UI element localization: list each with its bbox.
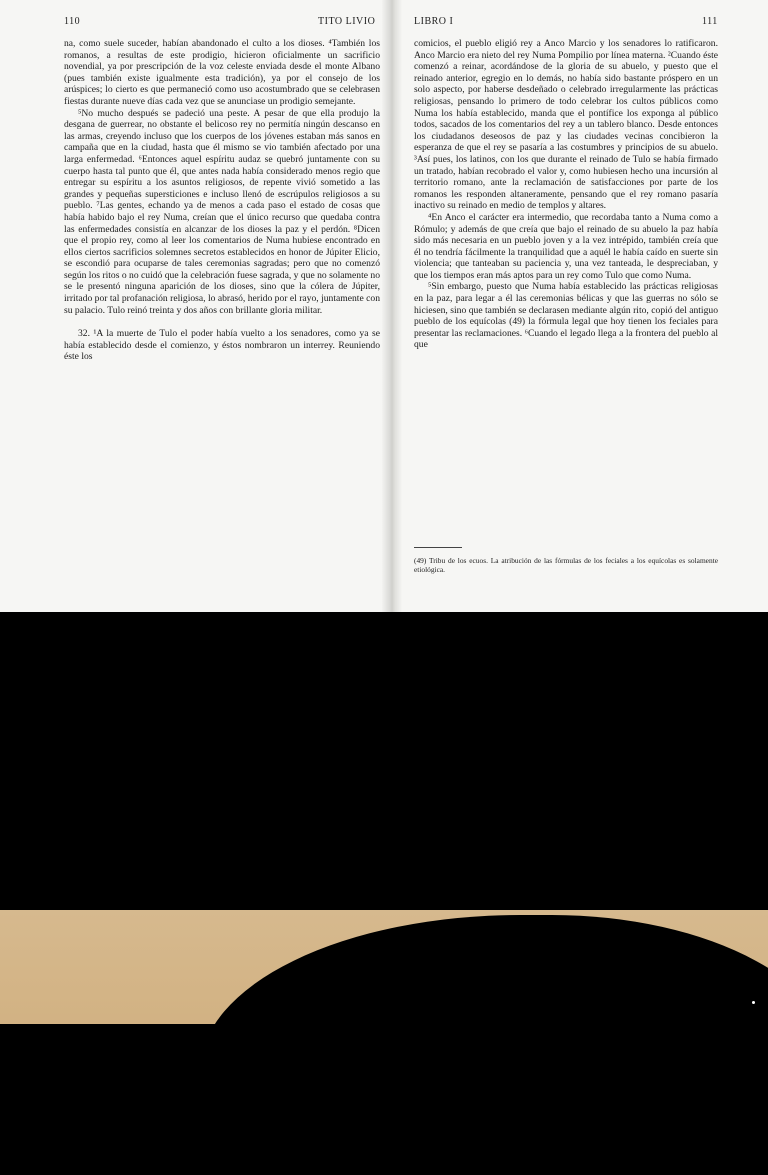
paragraph: comicios, el pueblo eligió rey a Anco Marcio y los senadores lo ratificaron. Anco Marcio era nieto del rey Numa Pompilio por línea materna. ²Cuando éste comenzó a reinar, acordándose de la gloria de su abuelo, y puesto que el reinado anterior, egregio en lo demás, no había sido bastante próspero en un solo aspecto, por haberse desdeñado o celebrado irregularmente las prácticas religiosas, pensando lo primero de todo celebrar los cultos públicos como Numa los había establecido, manda que el pontífice los exponga al público todos, sacados de los comentarios del rey a un tablero blanco. Desde entonces los ciudadanos deseosos de paz y las ciudades vecinas concibieron la esperanza de que el rey se pasaría a las costumbres y principios de su abuelo. ³Así pues, los latinos, con los que durante el reinado de Tulo se había firmado un tratado, habían recobrado el valor y, como hubiesen hecho una incursión al territorio romano, ante la reclamación de satisfacciones por parte de los romanos les responden altaneramente, pensando que el rey romano pasaría inactivo su reinado en medio de templos y altares. xyxy=(414,38,718,212)
right-page-text xyxy=(414,38,718,351)
page-number-right: 111 xyxy=(702,16,718,27)
paragraph: ⁴En Anco el carácter era intermedio, que recordaba tanto a Numa como a Rómulo; y además de que creía que bajo el reinado de su abuelo la paz había sido más necesaria en un pueblo joven y a la vez intrépido, también creía que él no tendría fácilmente la tranquilidad que a aquél le había caído en suerte sin violencia; que tanteaban su paciencia y, una vez tanteada, le despreciaban, y que los tiempos eran más aptos para un rey como Tulo que como Numa. xyxy=(414,211,718,281)
page-number-left: 110 xyxy=(64,16,81,27)
left-page-text xyxy=(64,38,380,363)
running-head-left: TITO LIVIO xyxy=(318,16,376,27)
paragraph: na, como suele suceder, habían abandonado el culto a los dioses. ⁴También los romanos, a resultas de este prodigio, hicieron oficialmente un sacrificio novendial, ya por prescripción de la voz celeste enviada desde el monte Albano (pues también existe igualmente esta tradición), ya por el consejo de los arúspices; lo cierto es que permaneció como uso acostumbrado que se celebrasen fiestas durante nueve días cada vez que se anunciase un prodigio semejante. xyxy=(64,38,380,107)
paragraph: 32. ¹A la muerte de Tulo el poder había vuelto a los senadores, como ya se había establecido desde el comienzo, y éstos nombraron un interrey. Reuniendo éste los xyxy=(64,328,380,363)
dust-speck xyxy=(752,1001,755,1004)
paragraph: ⁵Sin embargo, puesto que Numa había establecido las prácticas religiosas en la paz, para legar a él las ceremonias bélicas y que las guerras no sólo se hiciesen, sino que también se declarasen mediante algún rito, copió del antiguo pueblo de los equícolas (49) la fórmula legal que hoy tienen los feciales para presentar las reclamaciones. ⁶Cuando el legado llega a la frontera del pueblo al que xyxy=(414,281,718,351)
running-head-right: LIBRO I xyxy=(414,16,454,27)
paragraph: ⁵No mucho después se padeció una peste. A pesar de que ella produjo la desgana de guerrear, no obstante el belicoso rey no permitía ningún descanso en las armas, creyendo incluso que los cuerpos de los jóvenes estaban más sanos en campaña que en la ciudad, hasta que él mismo se vio también afectado por una larga enfermedad. ⁶Entonces aquel espíritu audaz se quebró juntamente con su cuerpo hasta tal punto que él, que antes nada había considerado menos regio que entregar su espíritu a los asuntos religiosos, de repente vivió sometido a las grandes y pequeñas supersticiones e incluso llenó de escrúpulos religiosos a su pueblo. ⁷Las gentes, echando ya de menos a cada paso el estado de cosas que había habido bajo el rey Numa, creían que el único recurso que quedaba contra las enfermedades consistía en alcanzar de los dioses la paz y el perdón. ⁸Dicen que el propio rey, como al leer los comentarios de Numa hubiese encontrado en ellos ciertos sacrificios solemnes secretos establecidos en honor de Júpiter Elicio, se escondió para ocuparse de tales ceremonias sagradas; pero que no comenzó según los ritos o no cuidó que la celebración fuese sagrada, y que no solamente no se le presentó ninguna aparición de los dioses, sino que la cólera de Júpiter, irritado por tal profanación religiosa, lo abrasó, herido por el rayo, juntamente con su palacio. Tulo reinó treinta y dos años con brillante gloria militar. xyxy=(64,107,380,316)
right-page xyxy=(402,0,768,612)
footnote-rule xyxy=(414,547,462,548)
left-page xyxy=(0,0,382,612)
book-gutter xyxy=(382,0,402,612)
footnote: (49) Tribu de los ecuos. La atribución de las fórmulas de los feciales a los equícolas es solamente etiológica. xyxy=(414,556,718,574)
